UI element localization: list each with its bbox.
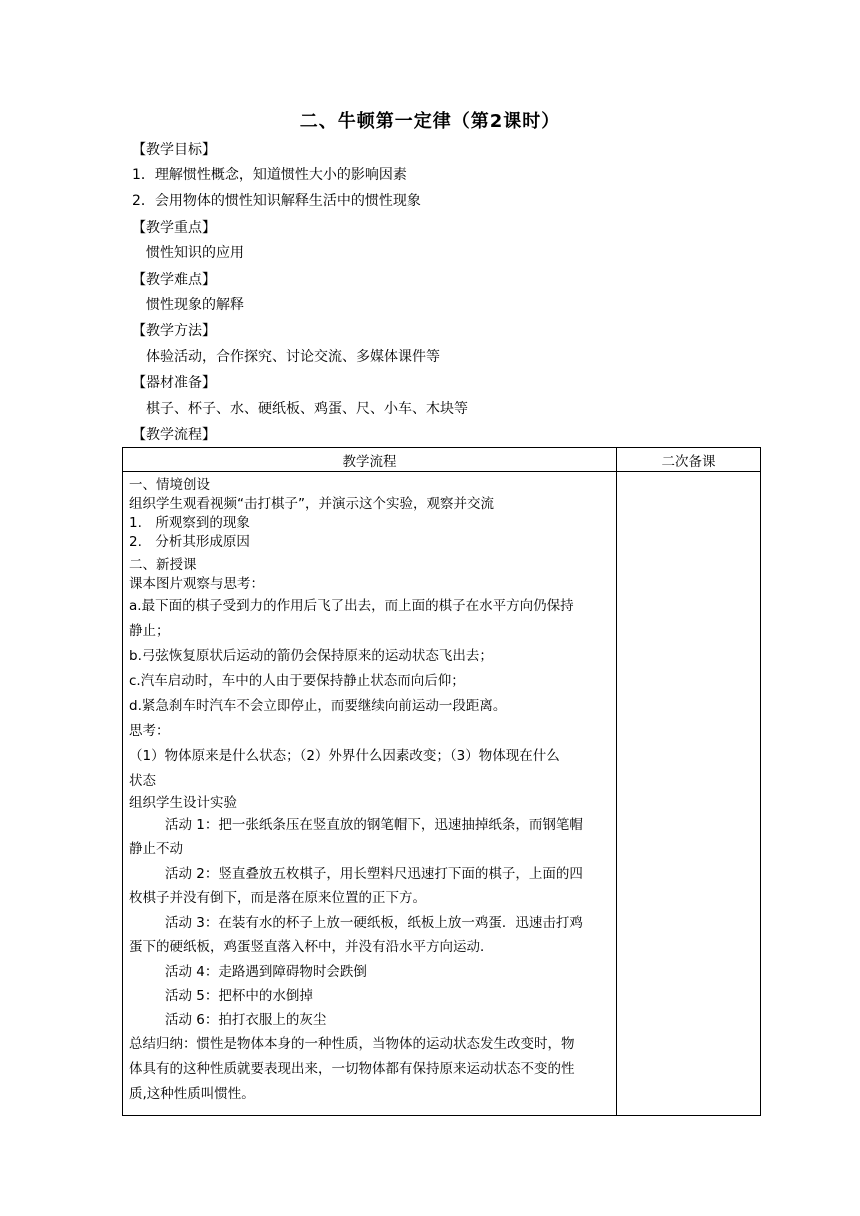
- text-line: 课本图片观察与思考：: [129, 576, 264, 592]
- equipment-text: 棋子、杯子、水、硬纸板、鸡蛋、尺、小车、木块等: [146, 401, 468, 417]
- revision-notes-cell: [617, 472, 761, 1116]
- table-row: [123, 472, 761, 1116]
- text-line: d.紧急刹车时汽车不会立即停止，而要继续向前运动一段距离。: [129, 698, 507, 714]
- key-point-heading: 【教学重点】: [132, 220, 216, 236]
- teaching-flow-table: [122, 447, 761, 1116]
- section-new-lesson-title: 二、新授课: [129, 557, 197, 573]
- activity-line: 活动 2：竖直叠放五枚棋子，用长塑料尺迅速打下面的棋子，上面的四: [165, 866, 583, 882]
- section-situation-title: 一、情境创设: [129, 477, 210, 493]
- page-title: 二、牛顿第一定律（第2课时）: [299, 111, 561, 132]
- summary-line: 体具有的这种性质就要表现出来，一切物体都有保持原来运动状态不变的性: [129, 1061, 575, 1077]
- text-line: 蛋下的硬纸板，鸡蛋竖直落入杯中，并没有沿水平方向运动．: [129, 939, 494, 955]
- method-text: 体验活动，合作探究、讨论交流、多媒体课件等: [146, 349, 440, 365]
- text-line: 思考：: [129, 723, 170, 739]
- text-line: 状态: [129, 773, 156, 789]
- text-line: 静止不动: [129, 841, 183, 857]
- activity-line: 活动 1：把一张纸条压在竖直放的钢笔帽下，迅速抽掉纸条，而钢笔帽: [165, 817, 583, 833]
- activity-line: 活动 5：把杯中的水倒掉: [165, 988, 313, 1004]
- goal-item-1: 1．理解惯性概念，知道惯性大小的影响因素: [132, 167, 407, 183]
- text-line: 组织学生设计实验: [129, 795, 237, 811]
- method-heading: 【教学方法】: [132, 323, 216, 339]
- equipment-heading: 【器材准备】: [132, 375, 216, 391]
- text-line: 静止；: [129, 623, 170, 639]
- summary-line: 质,这种性质叫惯性。: [129, 1086, 255, 1102]
- table-header-row: [123, 448, 761, 472]
- summary-line: 总结归纳：惯性是物体本身的一种性质，当物体的运动状态发生改变时，物: [129, 1036, 575, 1052]
- activity-line: 活动 6：拍打衣服上的灰尘: [165, 1012, 327, 1028]
- flow-content-cell: [123, 472, 617, 1116]
- activity-line: 活动 3：在装有水的杯子上放一硬纸板，纸板上放一鸡蛋．迅速击打鸡: [165, 915, 583, 931]
- goal-item-2: 2．会用物体的惯性知识解释生活中的惯性现象: [132, 193, 421, 209]
- difficult-point-text: 惯性现象的解释: [146, 297, 244, 313]
- column-header-flow: 教学流程: [123, 448, 617, 472]
- difficult-point-heading: 【教学难点】: [132, 272, 216, 288]
- text-line: c.汽车启动时，车中的人由于要保持静止状态而向后仰；: [129, 673, 465, 689]
- goal-heading: 【教学目标】: [132, 142, 216, 158]
- activity-line: 活动 4：走路遇到障碍物时会跌倒: [165, 964, 367, 980]
- flow-heading: 【教学流程】: [132, 427, 216, 443]
- text-line: （1）物体原来是什么状态；（2）外界什么因素改变；（3）物体现在什么: [129, 748, 560, 764]
- column-header-revision: 二次备课: [617, 448, 761, 472]
- text-line: 枚棋子并没有倒下，而是落在原来位置的正下方。: [129, 890, 426, 906]
- text-line: 2. 分析其形成原因: [129, 534, 250, 550]
- text-line: a.最下面的棋子受到力的作用后飞了出去，而上面的棋子在水平方向仍保持: [129, 598, 574, 614]
- text-line: 组织学生观看视频“击打棋子”，并演示这个实验，观察并交流: [129, 496, 494, 512]
- text-line: b.弓弦恢复原状后运动的箭仍会保持原来的运动状态飞出去；: [129, 648, 493, 664]
- text-line: 1. 所观察到的现象: [129, 515, 250, 531]
- key-point-text: 惯性知识的应用: [146, 245, 244, 261]
